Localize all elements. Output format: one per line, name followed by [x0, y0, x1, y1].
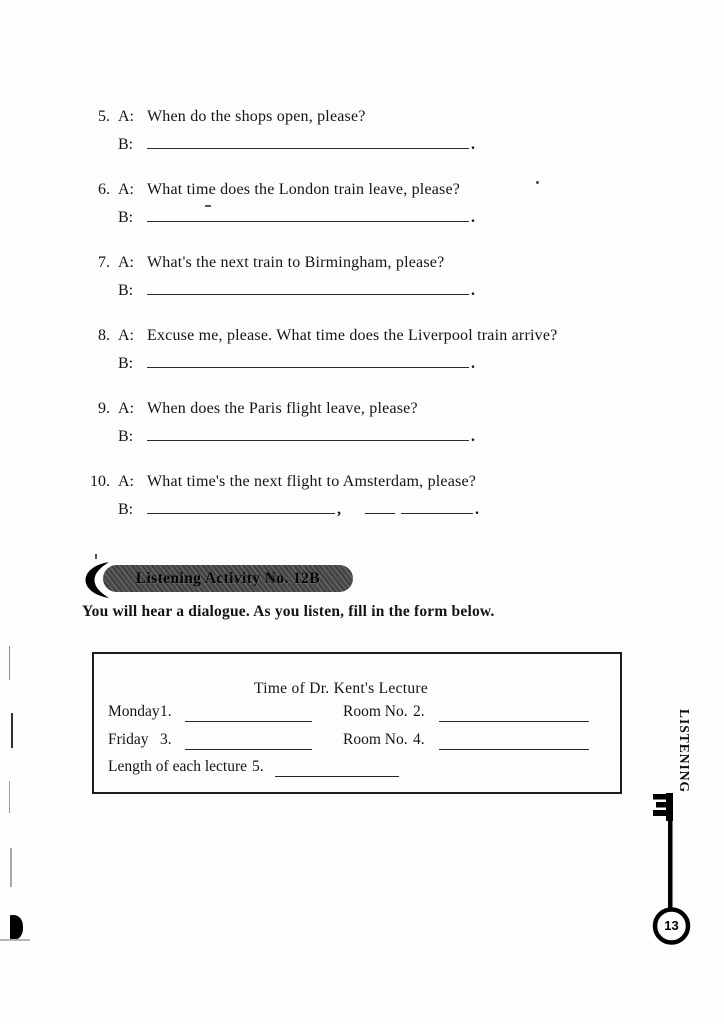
item-number: 7. — [98, 254, 110, 271]
answer-blank — [365, 500, 395, 514]
blank-terminator: . — [471, 282, 475, 299]
answer-blank — [147, 354, 469, 368]
field-label: Length of each lecture — [108, 758, 247, 775]
item-number: 9. — [98, 400, 110, 417]
speaker-b-label: B: — [118, 209, 134, 226]
answer-blank — [401, 500, 473, 514]
form-blank — [275, 760, 399, 777]
speaker-b-label: B: — [118, 428, 134, 445]
scan-mark — [10, 848, 12, 887]
exercise-item-7 — [84, 250, 650, 306]
form-row-3 — [94, 758, 620, 778]
scan-mark — [0, 939, 30, 941]
field-number: 4. — [413, 731, 425, 748]
speaker-a-label: A: — [118, 327, 134, 344]
blank-terminator: . — [471, 209, 475, 226]
field-number: 1. — [160, 703, 172, 720]
blank-terminator: . — [471, 428, 475, 445]
speaker-a-label: A: — [118, 254, 134, 271]
field-label: Room No. — [343, 703, 408, 720]
activity-title-banner: Listening Activity No. 12B — [103, 565, 353, 592]
exercise-item-9 — [84, 396, 650, 452]
section-label-listening: LISTENING — [677, 709, 692, 794]
blank-terminator: . — [471, 136, 475, 153]
scan-speck — [95, 554, 97, 559]
form-blank — [439, 705, 589, 722]
form-row-2 — [94, 731, 620, 751]
field-label: Monday — [108, 703, 160, 720]
question-text: What's the next train to Birmingham, please? — [147, 254, 445, 271]
field-label: Room No. — [343, 731, 408, 748]
answer-blank — [147, 500, 335, 514]
item-number: 6. — [98, 181, 110, 198]
exercise-item-5 — [84, 104, 650, 160]
form-title: Time of Dr. Kent's Lecture — [253, 680, 429, 697]
exercise-item-8 — [84, 323, 650, 379]
item-number: 5. — [98, 108, 110, 125]
lecture-form-box — [92, 652, 622, 794]
speaker-a-label: A: — [118, 400, 134, 417]
speaker-b-label: B: — [118, 355, 134, 372]
field-number: 3. — [160, 731, 172, 748]
speaker-b-label: B: — [118, 136, 134, 153]
exercise-item-10 — [84, 469, 650, 525]
scan-ink-blob — [10, 915, 23, 940]
scan-speck — [205, 205, 211, 207]
crescent-moon-icon — [83, 561, 111, 599]
form-row-1 — [94, 703, 620, 723]
question-text: What time's the next flight to Amsterdam, please? — [147, 473, 477, 490]
answer-blank — [147, 135, 469, 149]
field-number: 2. — [413, 703, 425, 720]
page-number: 13 — [664, 918, 679, 933]
item-number: 10. — [90, 473, 110, 490]
activity-instruction: You will hear a dialogue. As you listen, fill in the form below. — [82, 603, 495, 620]
answer-blank — [147, 208, 469, 222]
form-blank — [185, 733, 312, 750]
speaker-a-label: A: — [118, 181, 134, 198]
blank-separator: , — [337, 501, 341, 518]
exercise-list — [84, 104, 650, 542]
answer-blank — [147, 427, 469, 441]
blank-terminator: . — [475, 501, 479, 518]
speaker-a-label: A: — [118, 473, 134, 490]
speaker-a-label: A: — [118, 108, 134, 125]
scan-speck — [536, 181, 539, 184]
question-text: When do the shops open, please? — [147, 108, 366, 125]
field-label: Friday — [108, 731, 149, 748]
item-number: 8. — [98, 327, 110, 344]
question-text: Excuse me, please. What time does the Liverpool train arrive? — [147, 327, 558, 344]
scan-mark — [9, 646, 10, 680]
scan-mark — [11, 713, 13, 748]
form-blank — [439, 733, 589, 750]
scan-mark — [9, 781, 10, 813]
question-text: What time does the London train leave, please? — [147, 181, 461, 198]
form-blank — [185, 705, 312, 722]
speaker-b-label: B: — [118, 501, 134, 518]
question-text: When does the Paris flight leave, please? — [147, 400, 418, 417]
field-number: 5. — [252, 758, 264, 775]
speaker-b-label: B: — [118, 282, 134, 299]
answer-blank — [147, 281, 469, 295]
blank-terminator: . — [471, 355, 475, 372]
exercise-item-6 — [84, 177, 650, 233]
